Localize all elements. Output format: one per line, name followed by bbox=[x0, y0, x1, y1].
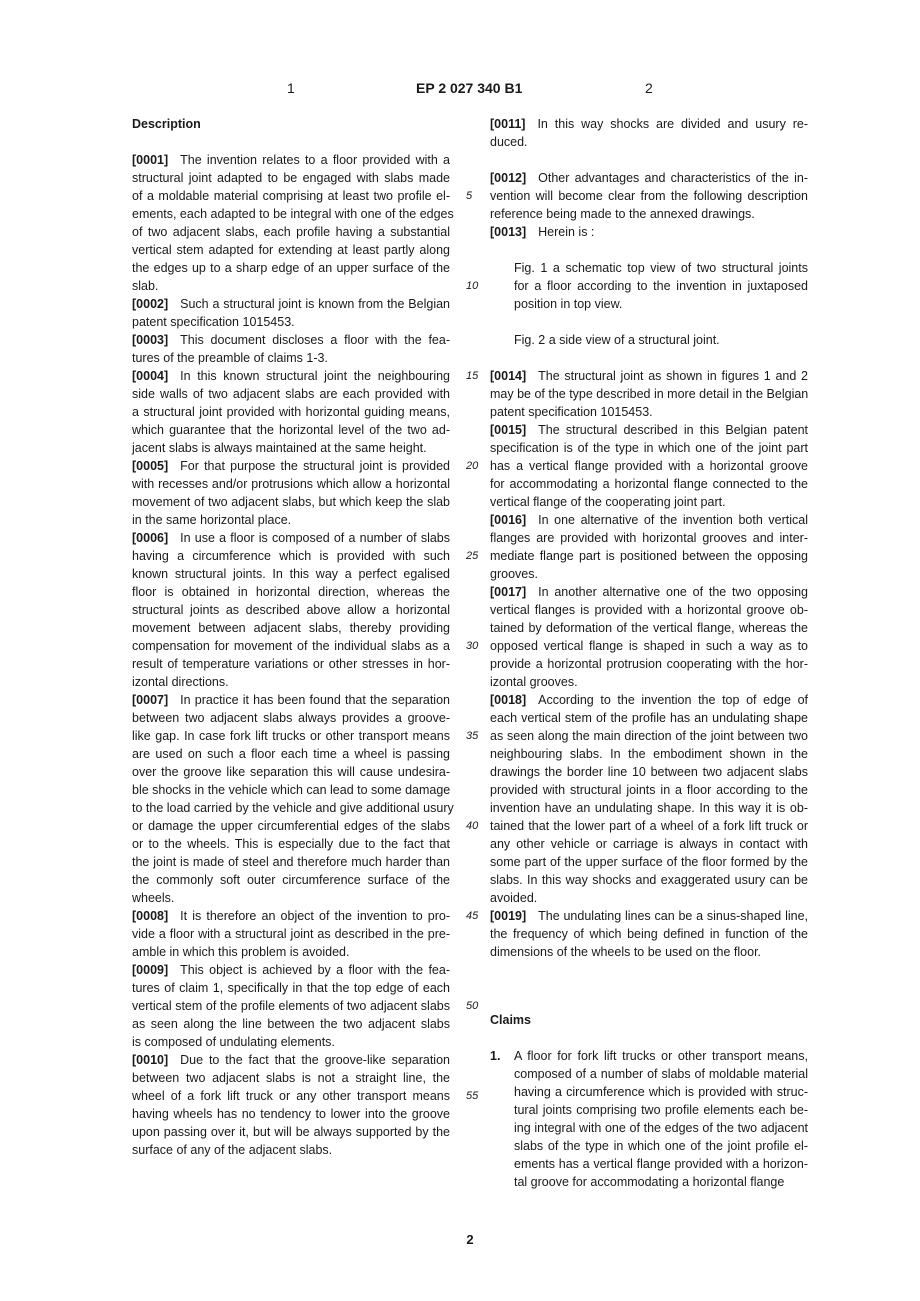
line-text: ble shocks in the vehicle which can lead to some damage bbox=[132, 783, 451, 797]
text-line bbox=[132, 529, 450, 547]
line-text: are used on such a floor each time a wheel is passing bbox=[132, 747, 450, 761]
text-line bbox=[490, 133, 808, 151]
line-text: vide a floor with a structural joint as described in the pre- bbox=[132, 927, 450, 941]
line-text: tures of claim 1, specifically in that the top edge of each bbox=[132, 981, 450, 995]
paragraph-0004 bbox=[132, 367, 450, 457]
line-text: a structural joint provided with horizontal guiding means, bbox=[132, 405, 450, 419]
paragraph-number: [0019] bbox=[490, 909, 527, 923]
line-text: dimensions of the wheels to be used on the floor. bbox=[490, 945, 762, 959]
paragraph-0007 bbox=[132, 691, 454, 907]
line-text: between two adjacent slabs always provides a groove- bbox=[132, 711, 450, 725]
line-text: some part of the upper surface of the floor formed by the bbox=[490, 855, 808, 869]
text-line bbox=[490, 601, 808, 619]
line-text: of two adjacent slabs, each profile having a substantial bbox=[132, 225, 450, 239]
text-line bbox=[132, 979, 450, 997]
text-line bbox=[132, 1123, 450, 1141]
line-text: slabs. In this way shocks and exaggerated usury can be bbox=[490, 873, 808, 887]
paragraph-0002 bbox=[132, 295, 450, 331]
paragraph-0001 bbox=[132, 151, 454, 295]
text-line bbox=[132, 403, 450, 421]
text-line bbox=[490, 817, 808, 835]
line-text: In practice it has been found that the separation bbox=[180, 693, 450, 707]
line-text: vertical stem adapted for extending at least partly along bbox=[132, 243, 450, 257]
line-text: patent specification 1015453. bbox=[132, 315, 295, 329]
line-text: For that purpose the structural joint is provided bbox=[180, 459, 450, 473]
text-line bbox=[132, 385, 450, 403]
line-text: the commonly soft outer circumference surface of the bbox=[132, 873, 450, 887]
line-text: opposed vertical flange is shaped in such a way as to bbox=[490, 639, 808, 653]
paragraph-number: [0009] bbox=[132, 963, 169, 977]
text-line bbox=[514, 1101, 808, 1119]
text-line bbox=[132, 925, 450, 943]
paragraph-number: [0004] bbox=[132, 369, 169, 383]
line-text: izontal directions. bbox=[132, 675, 229, 689]
paragraph-number: [0002] bbox=[132, 297, 169, 311]
line-text: slabs of the type in which one of the joint profile el- bbox=[514, 1139, 808, 1153]
line-number: 55 bbox=[466, 1090, 479, 1102]
text-line bbox=[490, 673, 808, 691]
paragraph-number: [0006] bbox=[132, 531, 169, 545]
line-text: vertical flanges is provided with a horizontal groove ob- bbox=[490, 603, 808, 617]
line-text: izontal grooves. bbox=[490, 675, 578, 689]
line-text: of a moldable material comprising at least two profile el- bbox=[132, 189, 450, 203]
line-text: the joint is made of steel and therefore much harder than bbox=[132, 855, 450, 869]
text-line bbox=[490, 925, 808, 943]
column-number-right: 2 bbox=[645, 80, 653, 96]
line-text: upon passing over it, but will be always supported by the bbox=[132, 1125, 450, 1139]
line-text: In one alternative of the invention both vertical bbox=[538, 513, 808, 527]
description-column bbox=[132, 115, 454, 1159]
paragraph-number: [0012] bbox=[490, 171, 527, 185]
line-text: amble in which this problem is avoided. bbox=[132, 945, 350, 959]
line-text: position in top view. bbox=[514, 297, 623, 311]
line-text: the edges up to a sharp edge of an upper surface of the bbox=[132, 261, 450, 275]
text-line bbox=[132, 763, 450, 781]
line-number: 50 bbox=[466, 1000, 479, 1012]
claim-number: 1. bbox=[490, 1049, 501, 1063]
text-line bbox=[514, 1137, 808, 1155]
text-line bbox=[132, 853, 450, 871]
text-line bbox=[132, 799, 454, 817]
line-text: ing integral with one of the edges of the two adjacent bbox=[514, 1121, 808, 1135]
text-line bbox=[490, 205, 808, 223]
text-line bbox=[132, 997, 450, 1015]
text-line bbox=[132, 745, 450, 763]
line-text: invention have an undulating shape. In this way it is ob- bbox=[490, 801, 808, 815]
line-text: specification is of the type in which one of the joint part bbox=[490, 441, 808, 455]
line-text: jacent slabs is always maintained at the same height. bbox=[132, 441, 427, 455]
text-line bbox=[132, 709, 450, 727]
line-text: side walls of two adjacent slabs are each provided with bbox=[132, 387, 450, 401]
paragraph-number: [0017] bbox=[490, 585, 527, 599]
line-text: In use a floor is composed of a number of slabs bbox=[180, 531, 450, 545]
line-text: provide a horizontal protrusion cooperating with the hor- bbox=[490, 657, 808, 671]
figure-1-description bbox=[514, 259, 808, 313]
line-text: like gap. In case fork lift trucks or other transport means bbox=[132, 729, 450, 743]
paragraph-number: [0013] bbox=[490, 225, 527, 239]
line-number: 45 bbox=[466, 910, 479, 922]
text-line bbox=[132, 187, 450, 205]
text-line bbox=[132, 493, 450, 511]
line-number: 10 bbox=[466, 280, 479, 292]
text-line bbox=[132, 511, 450, 529]
text-line bbox=[132, 871, 450, 889]
line-text: result of temperature variations or other stresses in hor- bbox=[132, 657, 450, 671]
line-text: Other advantages and characteristics of the in- bbox=[538, 171, 808, 185]
text-line bbox=[514, 1119, 808, 1137]
text-line bbox=[490, 385, 808, 403]
text-line bbox=[132, 601, 450, 619]
line-text: flanges are provided with horizontal grooves and inter- bbox=[490, 531, 808, 545]
text-line bbox=[514, 331, 808, 349]
paragraph-0005 bbox=[132, 457, 450, 529]
text-line bbox=[132, 943, 450, 961]
text-line bbox=[132, 295, 450, 313]
column-number-left: 1 bbox=[287, 80, 295, 96]
text-line bbox=[490, 403, 808, 421]
text-line bbox=[490, 691, 808, 709]
text-line bbox=[132, 277, 450, 295]
line-text: any other vehicle or carriage is always in contact with bbox=[490, 837, 808, 851]
line-text: vention will become clear from the following description bbox=[490, 189, 808, 203]
text-line bbox=[132, 565, 450, 583]
text-line bbox=[490, 169, 808, 187]
text-line bbox=[132, 961, 450, 979]
text-line bbox=[514, 1065, 808, 1083]
text-line bbox=[132, 907, 450, 925]
text-line bbox=[490, 457, 808, 475]
text-line bbox=[490, 889, 808, 907]
text-line bbox=[490, 565, 808, 583]
patent-number: EP 2 027 340 B1 bbox=[416, 80, 523, 96]
line-text: ements, each adapted to be integral with one of the edges bbox=[132, 207, 454, 221]
line-text: The undulating lines can be a sinus-shaped line, bbox=[538, 909, 808, 923]
text-line bbox=[490, 493, 808, 511]
line-text: with recesses and/or protrusions which allow a horizontal bbox=[132, 477, 450, 491]
text-line bbox=[132, 583, 450, 601]
paragraph-number: [0008] bbox=[132, 909, 169, 923]
line-text: wheel of a fork lift truck or any other transport means bbox=[132, 1089, 450, 1103]
text-line bbox=[490, 223, 808, 241]
line-text: tained that the lower part of a wheel of a fork lift truck or bbox=[490, 819, 808, 833]
paragraph-number: [0015] bbox=[490, 423, 527, 437]
text-line bbox=[132, 169, 450, 187]
line-text: or to the wheels. This is especially due to the fact that bbox=[132, 837, 450, 851]
description-heading: Description bbox=[132, 117, 201, 131]
text-line bbox=[132, 151, 450, 169]
text-line bbox=[490, 727, 808, 745]
text-line bbox=[132, 1015, 450, 1033]
line-text: A floor for fork lift trucks or other transport means, bbox=[514, 1049, 808, 1063]
text-line bbox=[132, 727, 450, 745]
text-line bbox=[490, 367, 808, 385]
line-text: known structural joints. In this way a perfect egalised bbox=[132, 567, 450, 581]
line-text: which guarantee that the horizontal level of the two ad- bbox=[132, 423, 450, 437]
line-text: The structural described in this Belgian patent bbox=[538, 423, 808, 437]
text-line bbox=[132, 619, 450, 637]
line-text: In this way shocks are divided and usury re- bbox=[537, 117, 808, 131]
text-line bbox=[132, 637, 450, 655]
paragraph-number: [0011] bbox=[490, 117, 526, 131]
paragraph-0008 bbox=[132, 907, 450, 961]
text-line bbox=[514, 1155, 808, 1173]
line-text: having a circumference which is provided with struc- bbox=[514, 1085, 808, 1099]
text-line bbox=[490, 637, 808, 655]
text-line bbox=[132, 1087, 450, 1105]
line-text: The invention relates to a floor provided with a bbox=[180, 153, 450, 167]
text-line bbox=[132, 367, 450, 385]
line-text: Due to the fact that the groove-like separation bbox=[180, 1053, 450, 1067]
line-text: In this known structural joint the neighbouring bbox=[180, 369, 450, 383]
line-number: 25 bbox=[466, 550, 479, 562]
line-text: is composed of undulating elements. bbox=[132, 1035, 335, 1049]
text-line bbox=[132, 889, 450, 907]
line-text: over the groove like separation this will cause undesira- bbox=[132, 765, 450, 779]
paragraph-0017 bbox=[490, 583, 808, 691]
line-text: has a vertical flange provided with a horizontal groove bbox=[490, 459, 808, 473]
line-number: 20 bbox=[466, 460, 479, 472]
line-text: reference being made to the annexed drawings. bbox=[490, 207, 755, 221]
line-text: for a floor according to the invention in juxtaposed bbox=[514, 279, 808, 293]
line-text: in the same horizontal place. bbox=[132, 513, 292, 527]
line-text: vertical stem of the profile elements of two adjacent slabs bbox=[132, 999, 450, 1013]
text-line bbox=[490, 799, 808, 817]
line-text: having a circumference which is provided with such bbox=[132, 549, 450, 563]
text-line bbox=[514, 295, 808, 313]
text-line bbox=[490, 853, 808, 871]
line-text: Such a structural joint is known from the Belgian bbox=[180, 297, 450, 311]
figure-2-description bbox=[514, 331, 808, 349]
text-line bbox=[490, 187, 808, 205]
text-line bbox=[132, 673, 450, 691]
text-line bbox=[132, 1033, 450, 1051]
line-text: or damage the upper circumferential edges of the slabs bbox=[132, 819, 450, 833]
line-text: duced. bbox=[490, 135, 528, 149]
text-line bbox=[490, 421, 808, 439]
text-line bbox=[490, 871, 808, 889]
paragraph-0015 bbox=[490, 421, 808, 511]
paragraph-0016 bbox=[490, 511, 808, 583]
line-text: as seen along the line between the two adjacent slabs bbox=[132, 1017, 450, 1031]
line-number: 40 bbox=[466, 820, 479, 832]
text-line bbox=[132, 457, 450, 475]
line-text: vertical flange of the cooperating joint part. bbox=[490, 495, 726, 509]
text-line bbox=[132, 313, 450, 331]
paragraph-0018 bbox=[490, 691, 808, 907]
text-line bbox=[132, 349, 450, 367]
line-text: Fig. 1 a schematic top view of two structural joints bbox=[514, 261, 808, 275]
text-line bbox=[490, 547, 808, 565]
text-line bbox=[132, 223, 450, 241]
line-text: Fig. 2 a side view of a structural joint. bbox=[514, 333, 720, 347]
line-text: movement of two adjacent slabs, but which keep the slab bbox=[132, 495, 450, 509]
line-number: 15 bbox=[466, 370, 479, 382]
line-text: floor is obtained in horizontal direction, whereas the bbox=[132, 585, 450, 599]
line-text: to the load carried by the vehicle and give additional usury bbox=[132, 801, 454, 815]
line-text: tained by deformation of the vertical flange, whereas the bbox=[490, 621, 808, 635]
text-line bbox=[132, 655, 450, 673]
text-line bbox=[490, 763, 808, 781]
line-number: 30 bbox=[466, 640, 479, 652]
text-line bbox=[490, 619, 808, 637]
text-line bbox=[490, 835, 808, 853]
line-text: It is therefore an object of the invention to pro- bbox=[180, 909, 450, 923]
text-line bbox=[514, 259, 808, 277]
line-number: 35 bbox=[466, 730, 479, 742]
line-text: each vertical stem of the profile has an undulating shape bbox=[490, 711, 808, 725]
text-line bbox=[132, 205, 454, 223]
line-text: wheels. bbox=[132, 891, 175, 905]
paragraph-number: [0003] bbox=[132, 333, 169, 347]
right-column bbox=[490, 115, 808, 1191]
paragraph-number: [0005] bbox=[132, 459, 169, 473]
line-text: slab. bbox=[132, 279, 159, 293]
paragraph-number: [0018] bbox=[490, 693, 527, 707]
text-line bbox=[132, 241, 450, 259]
text-line bbox=[132, 1051, 450, 1069]
text-line bbox=[490, 745, 808, 763]
paragraph-number: [0014] bbox=[490, 369, 527, 383]
text-line bbox=[490, 475, 808, 493]
line-text: the frequency of which being defined in function of the bbox=[490, 927, 808, 941]
line-text: provided with structural joints in a floor according to the bbox=[490, 783, 808, 797]
text-line bbox=[132, 439, 450, 457]
line-text: surface of any of the adjacent slabs. bbox=[132, 1143, 333, 1157]
page-number: 2 bbox=[466, 1232, 474, 1247]
paragraph-0011 bbox=[490, 115, 808, 151]
text-line bbox=[132, 781, 450, 799]
line-number: 5 bbox=[466, 190, 473, 202]
text-line bbox=[514, 1173, 808, 1191]
line-text: tures of the preamble of claims 1-3. bbox=[132, 351, 328, 365]
text-line bbox=[132, 475, 450, 493]
text-line bbox=[132, 691, 450, 709]
paragraph-0006 bbox=[132, 529, 450, 691]
text-line bbox=[514, 1047, 808, 1065]
line-text: composed of a number of slabs of moldable material bbox=[514, 1067, 808, 1081]
line-text: mediate flange part is positioned between the opposing bbox=[490, 549, 808, 563]
line-text: structural joints as described above allow a horizontal bbox=[132, 603, 450, 617]
text-line bbox=[132, 331, 450, 349]
line-text: In another alternative one of the two opposing bbox=[538, 585, 808, 599]
line-text: structural joint adapted to be engaged with slabs made bbox=[132, 171, 450, 185]
line-text: Herein is : bbox=[538, 225, 595, 239]
text-line bbox=[132, 1141, 450, 1159]
line-text: tal groove for accommodating a horizontal flange bbox=[514, 1175, 785, 1189]
text-line bbox=[132, 1105, 450, 1123]
paragraph-number: [0016] bbox=[490, 513, 527, 527]
line-text: may be of the type described in more detail in the Belgian bbox=[490, 387, 809, 401]
text-line bbox=[490, 511, 808, 529]
line-text: grooves. bbox=[490, 567, 538, 581]
line-text: between two adjacent slabs is not a straight line, the bbox=[132, 1071, 450, 1085]
text-line bbox=[132, 835, 450, 853]
line-text: compensation for movement of the individual slabs as a bbox=[132, 639, 450, 653]
line-text: as seen along the main direction of the joint between two bbox=[490, 729, 808, 743]
line-text: avoided. bbox=[490, 891, 538, 905]
paragraph-0012 bbox=[490, 169, 808, 223]
text-line bbox=[490, 439, 808, 457]
line-text: According to the invention the top of edge of bbox=[538, 693, 808, 707]
paragraph-0019 bbox=[490, 907, 808, 961]
text-line bbox=[514, 277, 808, 295]
line-text: This document discloses a floor with the fea- bbox=[180, 333, 450, 347]
paragraph-0003 bbox=[132, 331, 450, 367]
text-line bbox=[490, 781, 808, 799]
text-line bbox=[490, 943, 808, 961]
line-text: The structural joint as shown in figures 1 and 2 bbox=[538, 369, 808, 383]
text-line bbox=[132, 1069, 450, 1087]
text-line bbox=[132, 259, 450, 277]
line-text: patent specification 1015453. bbox=[490, 405, 653, 419]
text-line bbox=[490, 655, 808, 673]
line-text: having wheels has no tendency to lower into the groove bbox=[132, 1107, 450, 1121]
text-line bbox=[490, 529, 808, 547]
text-line bbox=[490, 583, 808, 601]
paragraph-0013 bbox=[490, 223, 808, 241]
text-line bbox=[490, 907, 808, 925]
paragraph-number: [0007] bbox=[132, 693, 169, 707]
text-line bbox=[490, 115, 808, 133]
claim-1 bbox=[490, 1047, 808, 1191]
paragraph-number: [0001] bbox=[132, 153, 169, 167]
claims-heading: Claims bbox=[490, 1013, 531, 1027]
paragraph-0010 bbox=[132, 1051, 450, 1159]
line-text: This object is achieved by a floor with the fea- bbox=[180, 963, 450, 977]
line-text: for accommodating a horizontal flange connected to the bbox=[490, 477, 808, 491]
text-line bbox=[132, 421, 450, 439]
text-line bbox=[132, 547, 450, 565]
paragraph-0014 bbox=[490, 367, 808, 421]
text-line bbox=[132, 817, 450, 835]
paragraph-0009 bbox=[132, 961, 450, 1051]
line-text: neighbouring slabs. In the embodiment shown in the bbox=[490, 747, 808, 761]
text-line bbox=[514, 1083, 808, 1101]
line-text: tural joints comprising two profile elements each be- bbox=[514, 1103, 808, 1117]
text-line bbox=[490, 709, 808, 727]
line-text: drawings the border line 10 between two adjacent slabs bbox=[490, 765, 808, 779]
line-text: movement between adjacent slabs, thereby providing bbox=[132, 621, 450, 635]
paragraph-number: [0010] bbox=[132, 1053, 169, 1067]
line-text: ements has a vertical flange provided with a horizon- bbox=[514, 1157, 808, 1171]
